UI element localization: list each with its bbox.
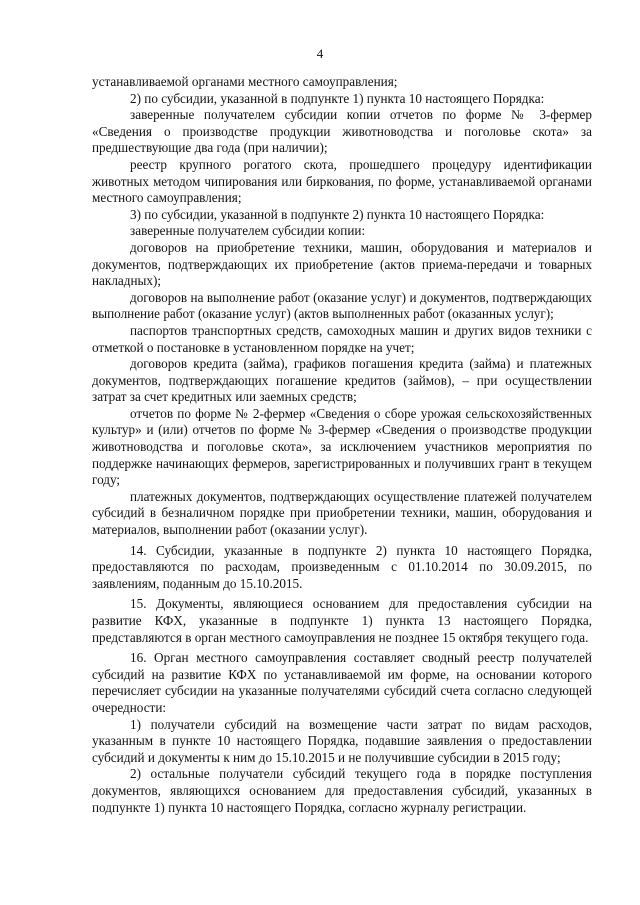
- paragraph-priority-1: 1) получатели субсидий на возмещение части затрат по видам расходов, указанным в пункте 10 настоящего Порядка, подавшие заявления о предоставлении субсидий и документы к ним до 15.10.2015 и не получившие субсидии в 2015 году;: [92, 716, 592, 765]
- paragraph-payment-documents: платежных документов, подтверждающих осуществление платежей получателем субсидий в безналичном порядке при приобретении техники, машин, оборудования и материалов, выполнении работ (оказании услуг).: [92, 488, 592, 538]
- paragraph-copies-3-fermer: заверенные получателем субсидии копии отчетов по форме № 3-фермер «Сведения о производстве продукции животноводства и поголовье скота» за предшествующие два года (при наличии);: [92, 107, 592, 156]
- paragraph-clause-16: 16. Орган местного самоуправления составляет сводный реестр получателей субсидий на развитие КФХ по устанавливаемой им форме, на основании которого перечисляет субсидии на указанные получателями субсидий счета согласно следующей очередности:: [92, 650, 592, 715]
- paragraph-item-3: 3) по субсидии, указанной в подпункте 2) пункта 10 настоящего Порядка:: [130, 206, 545, 222]
- document-body: [92, 74, 592, 816]
- paragraph-clause-14: 14. Субсидии, указанные в подпункте 2) пункта 10 настоящего Порядка, предоставляются по расходам, произведенным с 01.10.2014 по 30.09.2015, по заявлениям, поданным до 15.10.2015.: [92, 542, 592, 591]
- paragraph-equipment-contracts: договоров на приобретение техники, машин, оборудования и материалов и документов, подтверждающих их приобретение (актов приема-передачи и товарных накладных);: [92, 239, 592, 289]
- paragraph-reports-forms: отчетов по форме № 2-фермер «Сведения о сборе урожая сельскохозяйственных культур» и (или) отчетов по форме № 3-фермер «Сведения о производстве продукции животноводства и поголовье скота», за исключением участников мероприятия по поддержке начинающих фермеров, зарегистрированных и получивших грант в текущем году;: [92, 405, 592, 488]
- paragraph-credit-contracts: договоров кредита (займа), графиков погашения кредита (займа) и платежных документов, подтверждающих погашение кредитов (займов), – при осуществлении затрат за счет кредитных или заемных средств;: [92, 356, 592, 405]
- paragraph-clause-15: 15. Документы, являющиеся основанием для предоставления субсидии на развитие КФХ, указанные в подпункте 1) пункта 13 настоящего Порядка, представляются в орган местного самоуправления не позднее 15 октября текущего года.: [92, 596, 592, 645]
- paragraph-continuation: устанавливаемой органами местного самоуправления;: [92, 74, 398, 89]
- paragraph-works-contracts: договоров на выполнение работ (оказание услуг) и документов, подтверждающих выполнение работ (оказание услуг) (актов выполненных работ (оказанных услуг);: [92, 289, 592, 322]
- paragraph-priority-2: 2) остальные получатели субсидий текущего года в порядке поступления документов, являющихся основанием для предоставления субсидий, указанных в подпункте 1) пункта 10 настоящего Порядка, согласно журналу регистрации.: [92, 766, 592, 815]
- paragraph-vehicle-passports: паспортов транспортных средств, самоходных машин и других видов техники с отметкой о постановке в установленном порядке на учет;: [92, 322, 592, 355]
- paragraph-cattle-registry: реестр крупного рогатого скота, прошедшего процедуру идентификации животных методом чипирования или биркования, по форме, устанавливаемой органами местного самоуправления;: [92, 156, 592, 206]
- paragraph-certified-copies: заверенные получателем субсидии копии:: [130, 223, 366, 239]
- page-number: 4: [316, 46, 324, 61]
- paragraph-item-2: 2) по субсидии, указанной в подпункте 1) пункта 10 настоящего Порядка:: [130, 90, 545, 106]
